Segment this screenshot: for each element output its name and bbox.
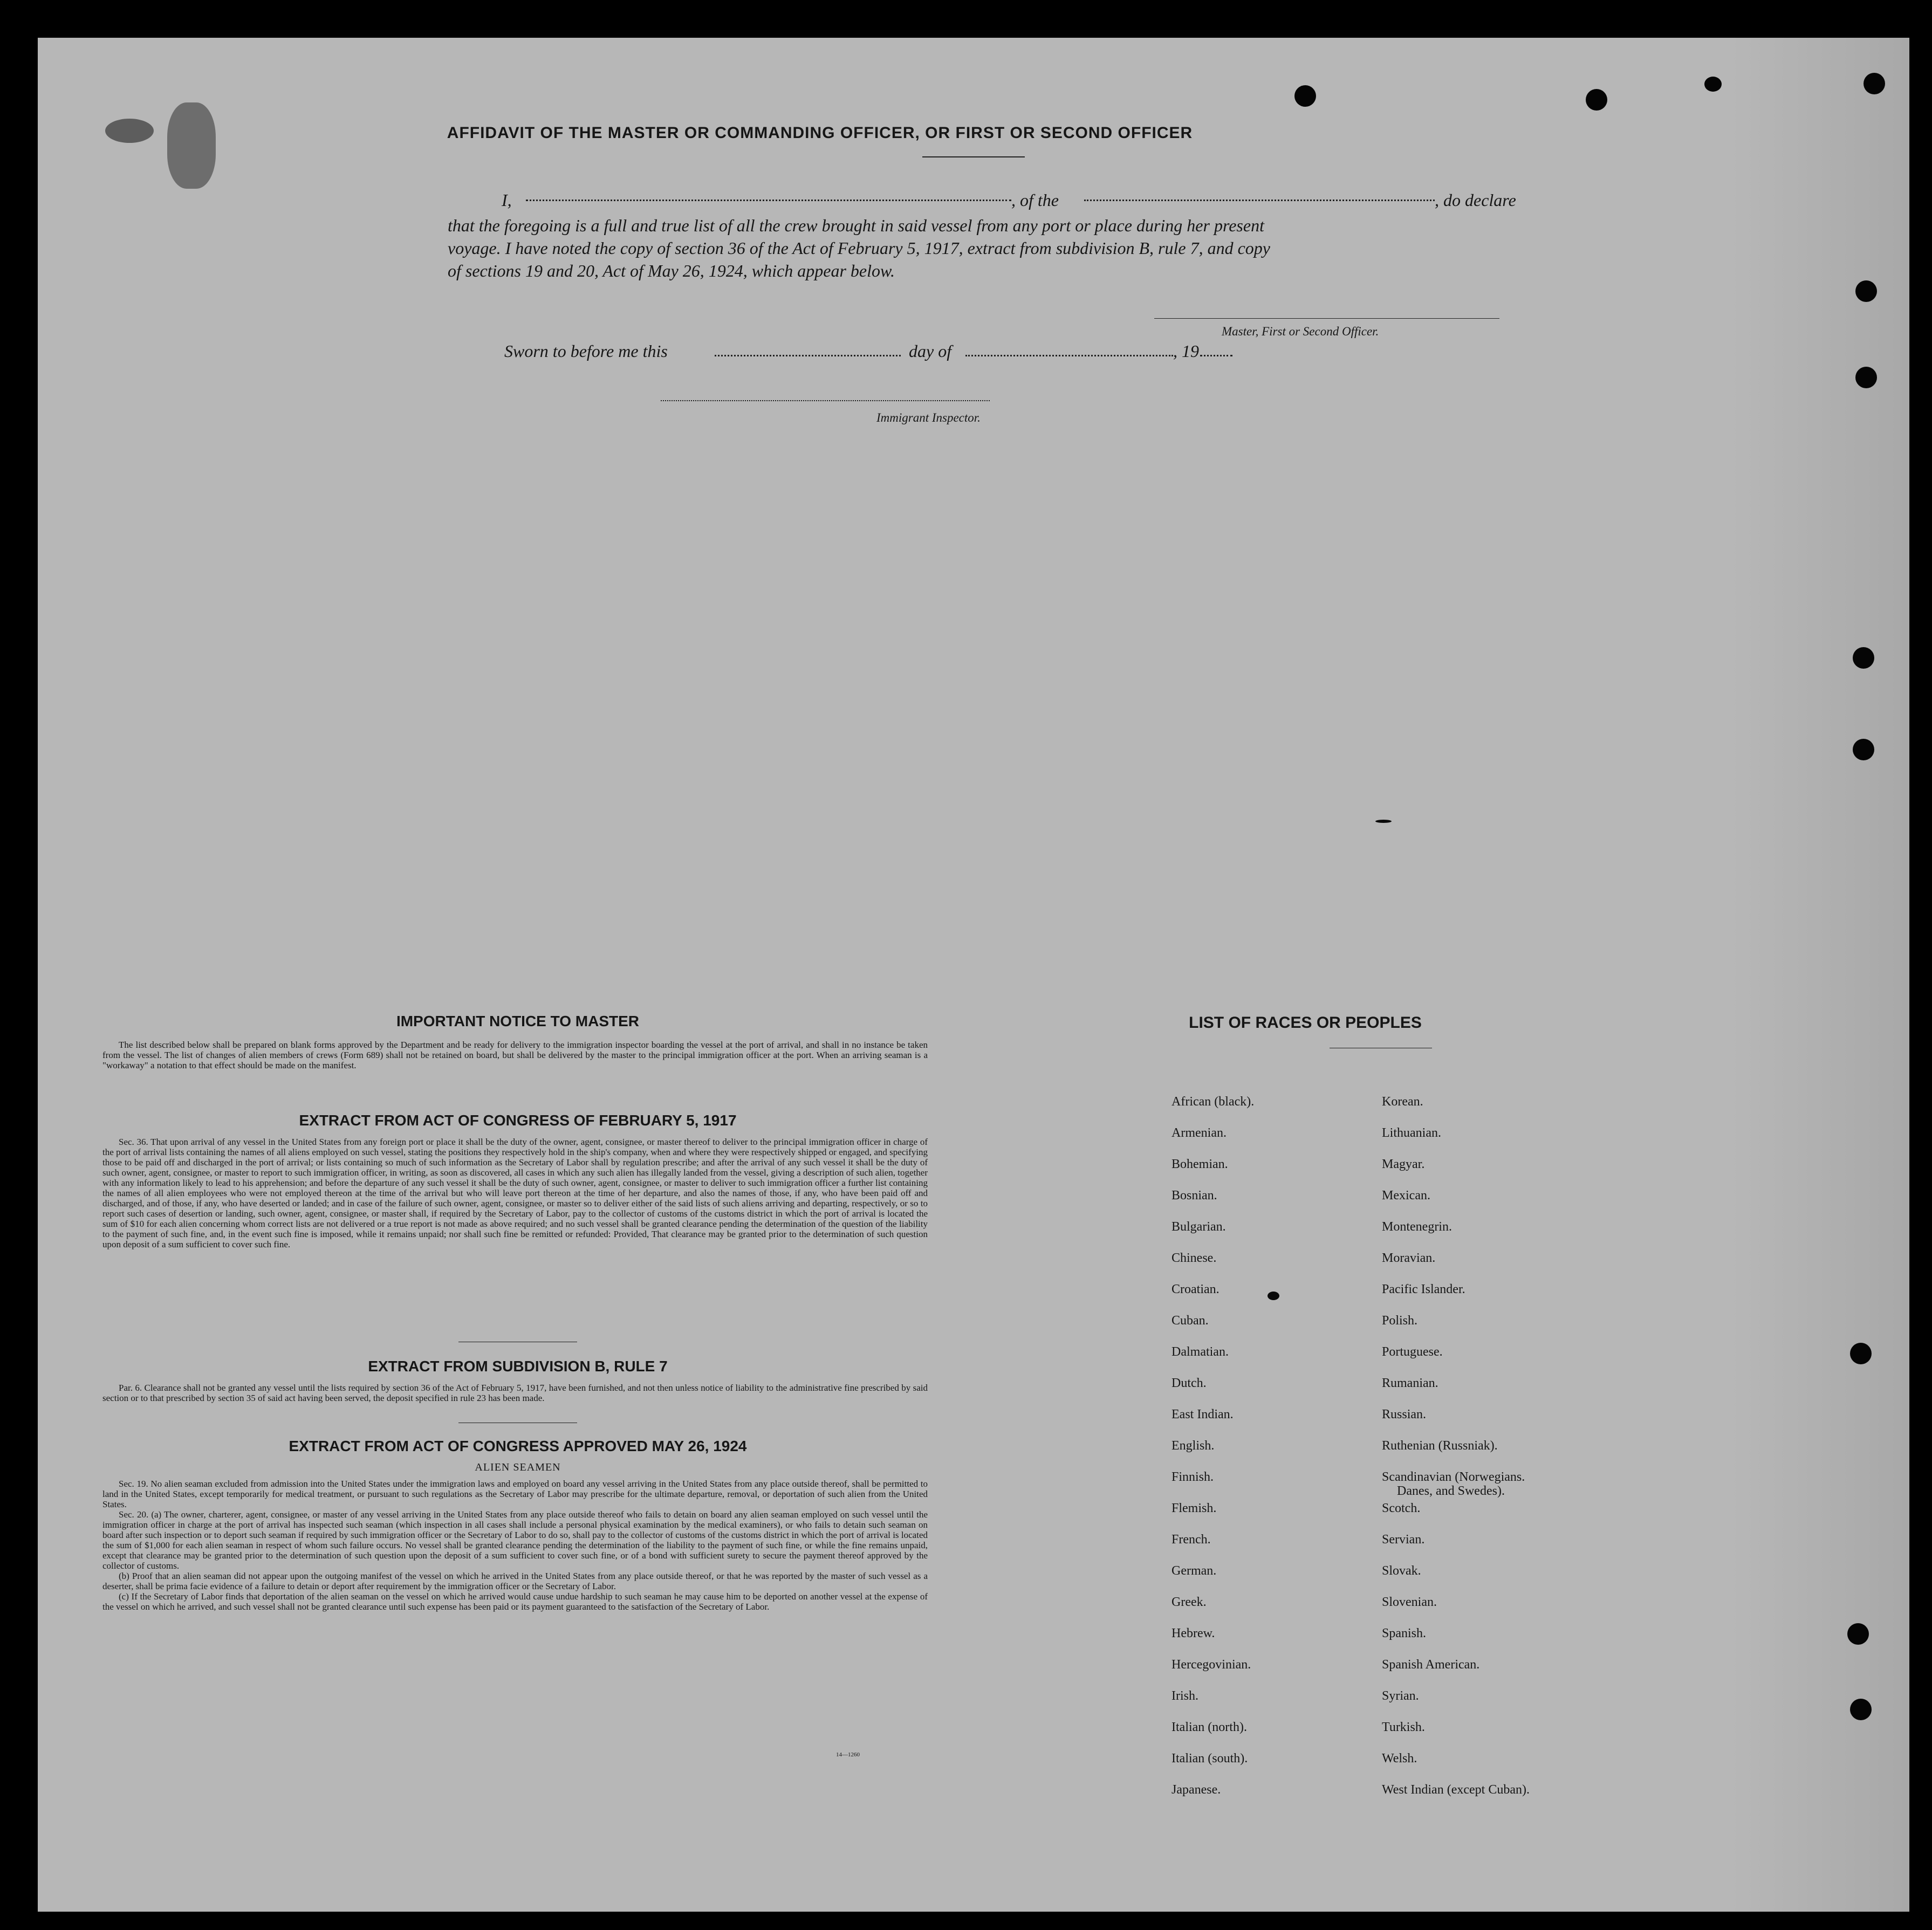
race-item: Turkish. xyxy=(1382,1720,1425,1734)
race-item: Mexican. xyxy=(1382,1189,1430,1203)
form-number: 14—1260 xyxy=(836,1752,860,1758)
race-item: German. xyxy=(1171,1564,1217,1578)
notice-text xyxy=(102,1040,928,1070)
punch-hole xyxy=(1850,1343,1872,1364)
race-item: Japanese. xyxy=(1171,1783,1221,1797)
master-signature-line xyxy=(1154,318,1499,319)
race-item: Armenian. xyxy=(1171,1126,1227,1140)
punch-hole xyxy=(1855,367,1877,388)
bleed-through-shadow xyxy=(1731,38,1909,1912)
race-item-line-1: Scandinavian (Norwegians. xyxy=(1382,1470,1525,1484)
race-item: Bulgarian. xyxy=(1171,1220,1226,1234)
sec-36-paragraph: Sec. 36. That upon arrival of any vessel in the United States from any foreign port or place it shall be the duty of the owner, agent, consignee, or master thereof to deliver to the principal immigration officer in charge of the port of arrival lists containing the names of all aliens employed on such vessel, stating the positions they respectively hold in the ship's company, when and where they were respectively shipped or engaged, and specifying those to be paid off and discharged in the port of arrival; or lists containing so much of such information as the Secretary of Labor shall by regulation prescribe; and after the arrival of any such vessel it shall be the duty of such owner, agent, consignee, or master to report to such immigration officer, in writing, as soon as discovered, all cases in which any such alien has illegally landed from the vessel, giving a description of such alien, together with any information likely to lead to his apprehension; and before the departure of any such vessel it shall be the duty of such owner, agent, consignee, or master to deliver to such immigration officer a further list containing the names of all alien employees who were not employed thereon at the time of the arrival but who will leave port thereon at the time of her departure, and also the names of those, if any, who have been paid off and discharged, and of those, if any, who have deserted or landed; and in case of the failure of such owner, agent, consignee, or master so to deliver either of the said lists of such aliens arriving and departing, respectively, or so to report such cases of desertion or landing, such owner, agent, consignee, or master shall, if required by the Secretary of Labor, pay to the collector of customs of the customs district in which the port of arrival is located the sum of $10 for each alien concerning whom correct lists are not delivered or a true report is not made as above required; and no such vessel shall be granted clearance pending the determination of the question of the liability to the payment of such fine, and, in the event such fine is imposed, while it remains unpaid; nor shall such fine be remitted or refunded: Provided, That clearance may be granted prior to the determination of such question upon deposit of a sum sufficient to cover such fine. xyxy=(102,1137,928,1249)
extract-rule7-body xyxy=(102,1383,928,1403)
races-column-1 xyxy=(1171,1095,1254,1814)
race-item: Croatian. xyxy=(1171,1282,1220,1296)
year-blank xyxy=(1200,355,1232,356)
punch-hole xyxy=(1704,77,1722,92)
extract-1917-body xyxy=(102,1137,928,1249)
name-blank-line xyxy=(526,200,1011,201)
affidavit-of-the: , of the xyxy=(1011,190,1059,210)
race-item: Russian. xyxy=(1382,1407,1427,1421)
inspector-signature-label: Immigrant Inspector. xyxy=(876,411,981,424)
race-item: Pacific Islander. xyxy=(1382,1282,1465,1296)
race-item: Italian (north). xyxy=(1171,1720,1247,1734)
race-item: Korean. xyxy=(1382,1095,1423,1109)
race-item: Welsh. xyxy=(1382,1752,1417,1766)
race-item: Spanish. xyxy=(1382,1626,1427,1640)
race-item: English. xyxy=(1171,1439,1215,1453)
extract-1924-body xyxy=(102,1479,928,1612)
race-item: Slovak. xyxy=(1382,1564,1421,1578)
extract-rule7-title: EXTRACT FROM SUBDIVISION B, RULE 7 xyxy=(368,1358,668,1375)
race-item: Flemish. xyxy=(1171,1501,1217,1515)
race-item: West Indian (except Cuban). xyxy=(1382,1783,1530,1797)
document-page xyxy=(38,38,1909,1912)
race-item: Bosnian. xyxy=(1171,1189,1217,1203)
races-column-2 xyxy=(1382,1095,1530,1814)
affidavit-i: I, xyxy=(502,190,512,210)
ink-spot xyxy=(1375,820,1392,823)
punch-hole xyxy=(1586,89,1607,111)
inspector-signature-line xyxy=(661,400,990,401)
race-item: Scotch. xyxy=(1382,1501,1421,1515)
sec-19-paragraph: Sec. 19. No alien seaman excluded from admission into the United States under the immigration laws and employed on board any vessel arriving in the United States from any place outside thereof, shall be permitted to land in the United States, except temporarily for medical treatment, or pursuant to such regulations as the Secretary of Labor may prescribe for the ultimate departure, removal, or deportation of such alien from the United States. xyxy=(102,1479,928,1509)
extract-1924-title: EXTRACT FROM ACT OF CONGRESS APPROVED MAY 26, 1924 xyxy=(289,1438,747,1454)
race-item: Moravian. xyxy=(1382,1251,1436,1265)
day-of-label: day of xyxy=(909,341,952,361)
race-item xyxy=(1382,1470,1530,1501)
race-item: Cuban. xyxy=(1171,1314,1209,1328)
race-item: Spanish American. xyxy=(1382,1658,1480,1672)
races-title: LIST OF RACES OR PEOPLES xyxy=(1189,1014,1422,1032)
race-item: Montenegrin. xyxy=(1382,1220,1452,1234)
race-item: Irish. xyxy=(1171,1689,1198,1703)
race-item: Syrian. xyxy=(1382,1689,1419,1703)
ink-spot xyxy=(1268,1292,1279,1300)
race-item: Hebrew. xyxy=(1171,1626,1215,1640)
punch-hole xyxy=(1294,85,1316,107)
race-item: Rumanian. xyxy=(1382,1376,1438,1390)
race-item: Chinese. xyxy=(1171,1251,1217,1265)
par-6-paragraph: Par. 6. Clearance shall not be granted any vessel until the lists required by section 36 of the Act of February 5, 1917, have been furnished, and not then unless notice of liability to the administrative fine prescribed by said section or to that prescribed by section 35 of said act having been served, the deposit specified in rule 23 has been made. xyxy=(102,1383,928,1403)
race-item: Italian (south). xyxy=(1171,1752,1248,1766)
affidavit-body-line-1: that the foregoing is a full and true list of all the crew brought in said vessel from any port or place during her present xyxy=(448,216,1264,235)
affidavit-body-line-2: voyage. I have noted the copy of section 36 of the Act of February 5, 1917, extract from subdivision B, rule 7, and copy xyxy=(448,238,1270,258)
race-item: Hercegovinian. xyxy=(1171,1658,1251,1672)
punch-hole xyxy=(1864,73,1885,94)
race-item: Finnish. xyxy=(1171,1470,1214,1484)
month-blank xyxy=(965,355,1173,356)
race-item: African (black). xyxy=(1171,1095,1255,1109)
sec-20a-paragraph: Sec. 20. (a) The owner, charterer, agent, consignee, or master of any vessel arriving in the United States from any place outside thereof who fails to detain on board any alien seaman employed on such vessel until the immigration officer in charge at the port of arrival has inspected such seaman (which inspection in all cases shall include a personal physical examination by the medical examiners), or who fails to detain such seaman on board after such inspection or to deport such seaman if required by such immigration officer or the Secretary of Labor to do so, shall pay to the collector of customs of the customs district in which the port of arrival is located the sum of $1,000 for each alien seaman in respect of whom such failure occurs. No vessel shall be granted clearance pending the determination of the liability to the payment of such fine, or while the fine remains unpaid, except that clearance may be granted prior to the determination of such question upon the deposit of a sum sufficient to cover such fine, or of a bond with sufficient surety to secure the payment thereof approved by the collector of customs. xyxy=(102,1509,928,1571)
sworn-day-blank xyxy=(715,355,901,356)
extract-1917-title: EXTRACT FROM ACT OF CONGRESS OF FEBRUARY 5, 1917 xyxy=(299,1112,737,1129)
sec-20c-paragraph: (c) If the Secretary of Labor finds that deportation of the alien seaman on the vessel on which he arrived would cause undue hardship to such seaman he may cause him to be deported on another vessel at the expense of the vessel on which he arrived, and such vessel shall not be granted clearance until such expense has been paid or its payment guaranteed to the satisfaction of the Secretary of Labor. xyxy=(102,1591,928,1612)
affidavit-do-declare: , do declare xyxy=(1435,190,1516,210)
race-item: Slovenian. xyxy=(1382,1595,1437,1609)
year-label: , 19 xyxy=(1173,341,1199,361)
race-item: Ruthenian (Russniak). xyxy=(1382,1439,1498,1453)
race-item: Portuguese. xyxy=(1382,1345,1443,1359)
ink-smudge xyxy=(167,102,216,189)
sworn-label: Sworn to before me this xyxy=(504,341,668,361)
race-item: Lithuanian. xyxy=(1382,1126,1441,1140)
punch-hole xyxy=(1853,647,1874,669)
affidavit-title: AFFIDAVIT OF THE MASTER OR COMMANDING OFFICER, OR FIRST OR SECOND OFFICER xyxy=(447,124,1193,142)
race-item: Greek. xyxy=(1171,1595,1207,1609)
title-rule xyxy=(922,156,1025,157)
race-item: East Indian. xyxy=(1171,1407,1234,1421)
race-item: Polish. xyxy=(1382,1314,1418,1328)
race-item: Dutch. xyxy=(1171,1376,1207,1390)
notice-title: IMPORTANT NOTICE TO MASTER xyxy=(396,1013,640,1029)
punch-hole xyxy=(1847,1623,1869,1645)
race-item: Dalmatian. xyxy=(1171,1345,1229,1359)
notice-paragraph: The list described below shall be prepared on blank forms approved by the Department and be ready for delivery to the immigration inspector boarding the vessel at the port of arrival, and shall in no instance be taken from the vessel. The list of changes of alien members of crews (Form 689) shall not be retained on board, but shall be delivered by the master to the principal immigration officer at the port. When an arriving seaman is a "workaway" a notation to that effect should be made on the manifest. xyxy=(102,1040,928,1070)
alien-seamen-subtitle: ALIEN SEAMEN xyxy=(475,1461,561,1473)
race-item: Magyar. xyxy=(1382,1157,1425,1171)
master-signature-label: Master, First or Second Officer. xyxy=(1222,325,1379,338)
ink-smudge xyxy=(105,119,154,143)
sec-20b-paragraph: (b) Proof that an alien seaman did not appear upon the outgoing manifest of the vessel on which he arrived in the United States from any place outside thereof, or that he was reported by the master of such vessel as a deserter, shall be prima facie evidence of a failure to detain or deport after requirement by the immigration officer or the Secretary of Labor. xyxy=(102,1571,928,1591)
race-item: Bohemian. xyxy=(1171,1157,1228,1171)
race-item: French. xyxy=(1171,1533,1211,1547)
vessel-blank-line xyxy=(1084,200,1435,201)
punch-hole xyxy=(1850,1699,1872,1720)
race-item: Servian. xyxy=(1382,1533,1425,1547)
punch-hole xyxy=(1855,280,1877,302)
affidavit-body-line-3: of sections 19 and 20, Act of May 26, 1924, which appear below. xyxy=(448,261,895,280)
punch-hole xyxy=(1853,739,1874,760)
race-item-line-2: Danes, and Swedes). xyxy=(1397,1484,1505,1498)
